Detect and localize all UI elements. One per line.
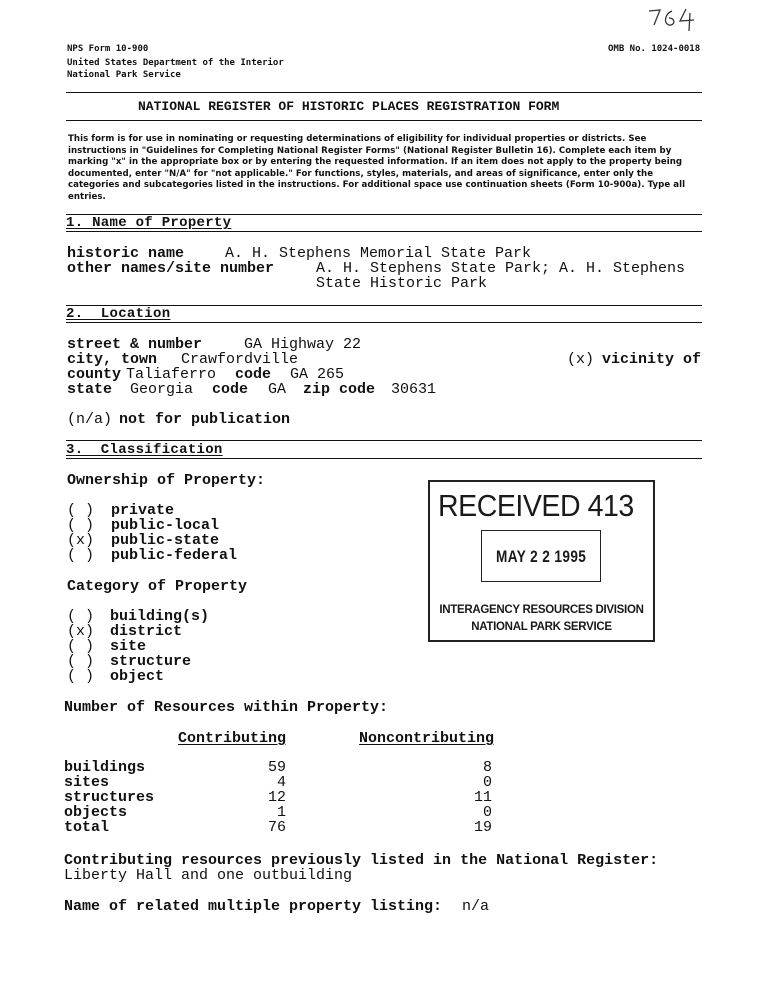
other-names-label: other names/site number [67,260,275,277]
category-district-checkbox[interactable]: (x) [67,623,95,640]
stamp-agency: NATIONAL PARK SERVICE [471,621,612,633]
resource-row-noncontributing: 11 [473,789,492,806]
ownership-private-checkbox[interactable]: ( ) [67,502,95,519]
resource-row-noncontributing: 19 [473,819,492,836]
form-instructions: This form is for use in nominating or requesting determinations of eligibility for individual properties or districts. See instructions in "Guidelines for Completing National Register Forms" (National Register Bulletin 16). Complete each item by marking "x" in the appropriate box or by entering the requested information. If an item does not apply to the property being documented, enter "N/A" for "not applicable." For functions, styles, materials, and areas of significance, enter only the categories and subcategories listed in the instructions. For additional space use continuation sheets (Form 10-900a). Type all entries. [68,134,686,202]
divider [66,92,702,93]
section-heading-classification: 3. Classification [66,442,223,458]
related-listing-label: Name of related multiple property listing: [64,898,443,915]
ownership-public-state-label: public-state [111,532,220,549]
stamp-division: INTERAGENCY RESOURCES DIVISION [439,604,644,616]
related-listing-value: n/a [462,898,490,915]
handwritten-number-annotation [646,6,698,32]
resource-row-noncontributing: 8 [482,759,492,776]
category-structure-label: structure [110,653,192,670]
ownership-public-federal-checkbox[interactable]: ( ) [67,547,95,564]
divider [66,322,702,323]
category-building-checkbox[interactable]: ( ) [67,608,95,625]
resource-row-contributing: 4 [276,774,286,791]
contributing-header: Contributing [178,730,287,747]
historic-name-value: A. H. Stephens Memorial State Park [225,245,532,262]
resource-row-contributing: 76 [267,819,286,836]
state-code-label: code [212,381,249,398]
resource-row-contributing: 1 [276,804,286,821]
department: United States Department of the Interior [67,58,284,68]
resource-row-label: structures [64,789,155,806]
vicinity-checkbox[interactable]: (x) [567,351,595,368]
county-code-value: GA 265 [290,366,345,383]
form-number: NPS Form 10-900 [67,44,149,54]
received-stamp [428,480,655,642]
publication-checkbox[interactable]: (n/a) [67,411,113,428]
previously-listed-value: Liberty Hall and one outbuilding [64,867,353,884]
city-label: city, town [67,351,158,368]
zip-label: zip code [303,381,376,398]
category-building-label: building(s) [110,608,210,625]
resources-label: Number of Resources within Property: [64,699,389,716]
noncontributing-header: Noncontributing [359,730,495,747]
divider [66,120,702,121]
ownership-public-state-checkbox[interactable]: (x) [67,532,95,549]
resource-row-label: objects [64,804,128,821]
other-names-value: A. H. Stephens State Park; A. H. Stephens [316,260,686,277]
resource-row-noncontributing: 0 [482,804,492,821]
ownership-label: Ownership of Property: [67,472,266,489]
section-heading-location: 2. Location [66,306,171,322]
street-value: GA Highway 22 [244,336,362,353]
category-district-label: district [110,623,183,640]
divider [66,458,702,459]
resource-row-label: sites [64,774,110,791]
ownership-public-local-label: public-local [111,517,220,534]
omb-number: OMB No. 1024-0018 [608,44,701,54]
other-names-value-continued: State Historic Park [316,275,488,292]
category-label: Category of Property [67,578,248,595]
category-structure-checkbox[interactable]: ( ) [67,653,95,670]
historic-name-label: historic name [67,245,185,262]
date-box [481,530,601,582]
ownership-public-federal-label: public-federal [111,547,238,564]
section-heading-name: 1. Name of Property [66,215,232,231]
received-date: MAY 2 2 1995 [496,547,587,566]
resource-row-noncontributing: 0 [482,774,492,791]
agency: National Park Service [67,70,181,80]
state-code-value: GA [268,381,287,398]
received-text: RECEIVED 413 [438,488,634,523]
form-title: NATIONAL REGISTER OF HISTORIC PLACES REGISTRATION FORM [138,99,560,114]
resource-row-label: total [64,819,110,836]
ownership-private-label: private [111,502,175,519]
resource-row-label: buildings [64,759,146,776]
category-object-label: object [110,668,165,685]
resource-row-contributing: 59 [267,759,286,776]
county-value: Taliaferro [126,366,217,383]
ownership-public-local-checkbox[interactable]: ( ) [67,517,95,534]
category-site-checkbox[interactable]: ( ) [67,638,95,655]
county-label: county [67,366,122,383]
previously-listed-label: Contributing resources previously listed in the National Register: [64,852,659,869]
resource-row-contributing: 12 [267,789,286,806]
county-code-label: code [235,366,272,383]
vicinity-label: vicinity of [602,351,702,368]
category-site-label: site [110,638,147,655]
street-label: street & number [67,336,203,353]
state-value: Georgia [130,381,194,398]
city-value: Crawfordville [181,351,299,368]
publication-label: not for publication [119,411,291,428]
category-object-checkbox[interactable]: ( ) [67,668,95,685]
zip-value: 30631 [391,381,437,398]
divider [66,440,702,441]
state-label: state [67,381,113,398]
divider [66,231,702,232]
